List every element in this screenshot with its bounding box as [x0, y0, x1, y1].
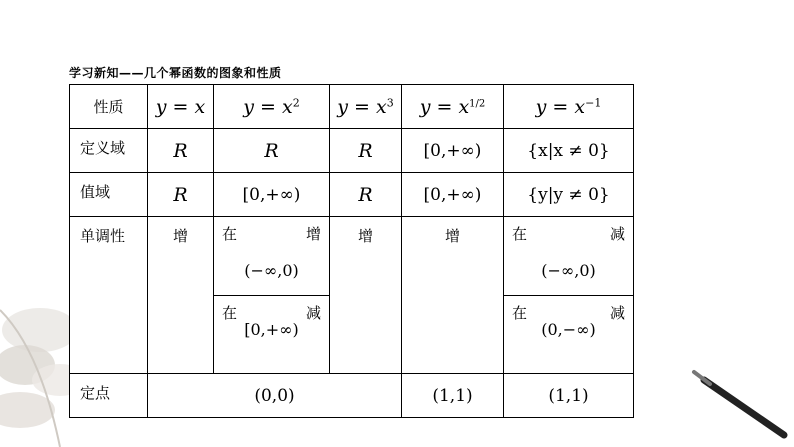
column-header-2: $y = x^2$	[214, 85, 330, 129]
brush-decoration	[684, 360, 794, 447]
monotonic-cell-5-bottom	[504, 296, 633, 374]
monotonic-row	[70, 217, 634, 374]
domain-row	[70, 129, 634, 173]
fixed-point-row	[70, 374, 634, 418]
column-header-5: $y = x^{-1}$	[504, 85, 634, 129]
monotonic-cell-3: 增	[330, 217, 402, 374]
c5-top-right-text: 减	[609, 225, 625, 243]
c2-bot-left-text: 在	[222, 303, 238, 322]
c2-top-left-text: 在	[222, 225, 238, 243]
monotonic-cell-2-top	[214, 217, 329, 296]
header-cell: 性质	[70, 85, 148, 129]
c2-bot-interval: [0,+∞)	[244, 319, 299, 339]
range-cell-5: {y|y ≠ 0}	[504, 173, 634, 217]
monotonic-label-cell: 单调性	[70, 217, 148, 374]
c5-top-left-text: 在	[512, 225, 528, 243]
c5-bot-left-text: 在	[512, 303, 528, 322]
power-function-table	[69, 84, 634, 418]
header-row	[70, 85, 634, 129]
domain-cell-4: [0,+∞)	[402, 129, 504, 173]
column-header-1: y = x	[148, 85, 214, 129]
column-header-3: $y = x^3$	[330, 85, 402, 129]
c5-bot-interval: (0,−∞)	[541, 319, 596, 339]
range-row	[70, 173, 634, 217]
monotonic-cell-1: 增	[148, 217, 214, 374]
c2-top-interval: (−∞,0)	[244, 261, 299, 280]
range-cell-1: R	[148, 173, 214, 217]
fixed-point-label-cell: 定点	[70, 374, 148, 418]
fixed-point-cell-3: (1,1)	[504, 374, 634, 418]
range-label-cell: 值域	[70, 173, 148, 217]
domain-cell-5: {x|x ≠ 0}	[504, 129, 634, 173]
domain-cell-2: R	[214, 129, 330, 173]
range-cell-2: [0,+∞)	[214, 173, 330, 217]
c2-bot-right-text: 减	[305, 303, 321, 322]
domain-cell-3: R	[330, 129, 402, 173]
range-cell-4: [0,+∞)	[402, 173, 504, 217]
monotonic-cell-2	[214, 217, 330, 374]
monotonic-cell-2-bottom	[214, 296, 329, 374]
monotonic-cell-5	[504, 217, 634, 374]
c5-top-interval: (−∞,0)	[541, 261, 596, 280]
monotonic-cell-5-top	[504, 217, 633, 296]
domain-cell-1: R	[148, 129, 214, 173]
fixed-point-cell-1: (0,0)	[148, 374, 402, 418]
c5-bot-right-text: 减	[609, 303, 625, 322]
domain-label-cell: 定义域	[70, 129, 148, 173]
fixed-point-cell-2: (1,1)	[402, 374, 504, 418]
monotonic-cell-4: 增	[402, 217, 504, 374]
column-header-4: $y = x^{1/2}$	[402, 85, 504, 129]
section-heading: 学习新知——几个幂函数的图象和性质	[69, 66, 282, 80]
c2-top-right-text: 增	[305, 225, 321, 243]
range-cell-3: R	[330, 173, 402, 217]
